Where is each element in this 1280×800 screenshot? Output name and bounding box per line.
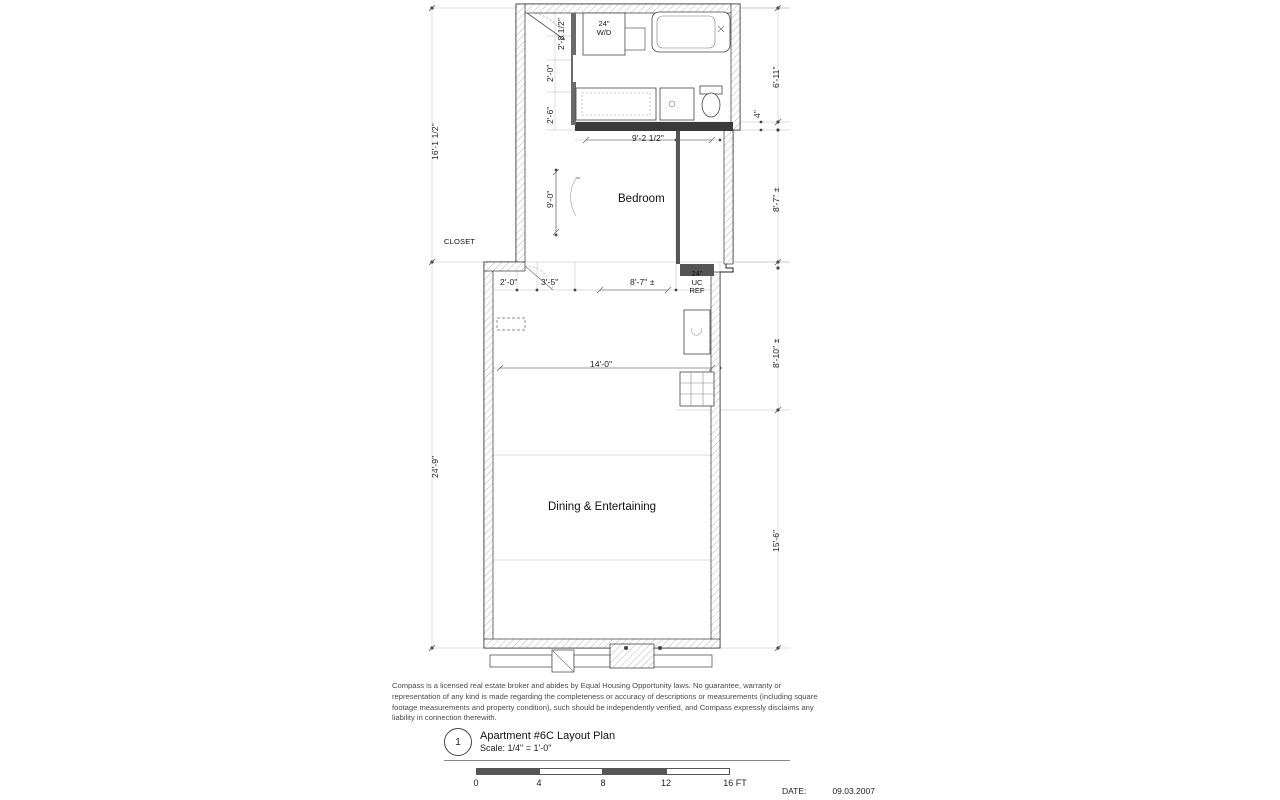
dimension-right-bedroom: 8'-7" ±: [771, 187, 781, 212]
washer-dryer-label: [586, 20, 622, 37]
dimension-right-bath-wall: 4": [752, 110, 762, 118]
date-label: DATE:: [782, 786, 807, 796]
dimension-closet-a: 2'-0": [500, 277, 518, 287]
scale-seg-1: [476, 768, 539, 775]
dimension-bath-width: 9'-2 1/2": [632, 133, 665, 143]
scale-label-0: 0: [473, 778, 479, 788]
title-underline: [444, 760, 790, 761]
scale-label-16: 16 FT: [723, 778, 747, 788]
refrigerator-ref: REF: [689, 286, 705, 296]
dimension-bedroom-depth: 9'-0": [545, 190, 555, 208]
interior-dimension-lines: [497, 137, 715, 371]
scale-label-12: 12: [660, 778, 672, 788]
scale-bar-ticks: [476, 768, 730, 776]
scale-bar: [473, 768, 766, 790]
date-value: 09.03.2007: [832, 786, 875, 796]
dimension-right-kitchen: 8'-10" ±: [771, 338, 781, 368]
scale-seg-2: [539, 768, 603, 775]
refrigerator-uc: UC: [691, 277, 703, 287]
refrigerator-size: 24": [691, 269, 703, 278]
refrigerator-label: [680, 270, 714, 296]
scale-label-8: 8: [600, 778, 606, 788]
dimension-right-bath: 6'-11": [771, 66, 781, 88]
room-label-bedroom: Bedroom: [618, 193, 665, 205]
disclaimer-text: Compass is a licensed real estate broker and abides by Equal Housing Opportunity laws. No guarantee, warranty or representation of any kind is made regarding the completeness or accuracy of descriptions or measurements (including square footage measurements and property condition), such should be independently verified, and Compass expressly disclaims any liability in connection therewith.: [392, 681, 818, 723]
dimension-laundry-a: 2'-0": [545, 64, 555, 82]
drawing-scale-note: Scale: 1/4" = 1'-0": [480, 743, 552, 754]
title-block: [444, 728, 804, 756]
dimension-closet-b: 3'-5": [541, 277, 559, 287]
dimension-bedroom-width: 8'-7" ±: [630, 277, 655, 287]
scale-bar-labels: [473, 778, 766, 790]
drawing-title: Apartment #6C Layout Plan: [480, 730, 616, 742]
date-block: [782, 786, 875, 796]
bathtub: [652, 12, 730, 52]
washer-dryer-type: W/D: [596, 27, 612, 37]
dimension-wd-door: 2'-8 1/2": [556, 17, 566, 50]
closet-door: [497, 266, 553, 330]
bedroom-door: [571, 178, 580, 216]
dimension-right-living: 15'-6": [771, 529, 781, 552]
scale-seg-3: [603, 768, 666, 775]
dimension-laundry-b: 2'-6": [545, 106, 555, 124]
dimension-left-lower: 24'-9": [430, 455, 440, 478]
scale-seg-4: [666, 768, 730, 775]
dimension-left-upper: 16'-1 1/2": [430, 123, 440, 160]
detail-number-marker: 1: [444, 728, 472, 756]
room-label-closet: CLOSET: [444, 237, 476, 246]
bath-fixtures: [576, 86, 722, 120]
washer-dryer-size: 24": [598, 19, 610, 28]
room-label-dining: Dining & Entertaining: [548, 501, 657, 513]
scale-label-4: 4: [536, 778, 542, 788]
dimension-living-width: 14'-0": [590, 359, 613, 369]
